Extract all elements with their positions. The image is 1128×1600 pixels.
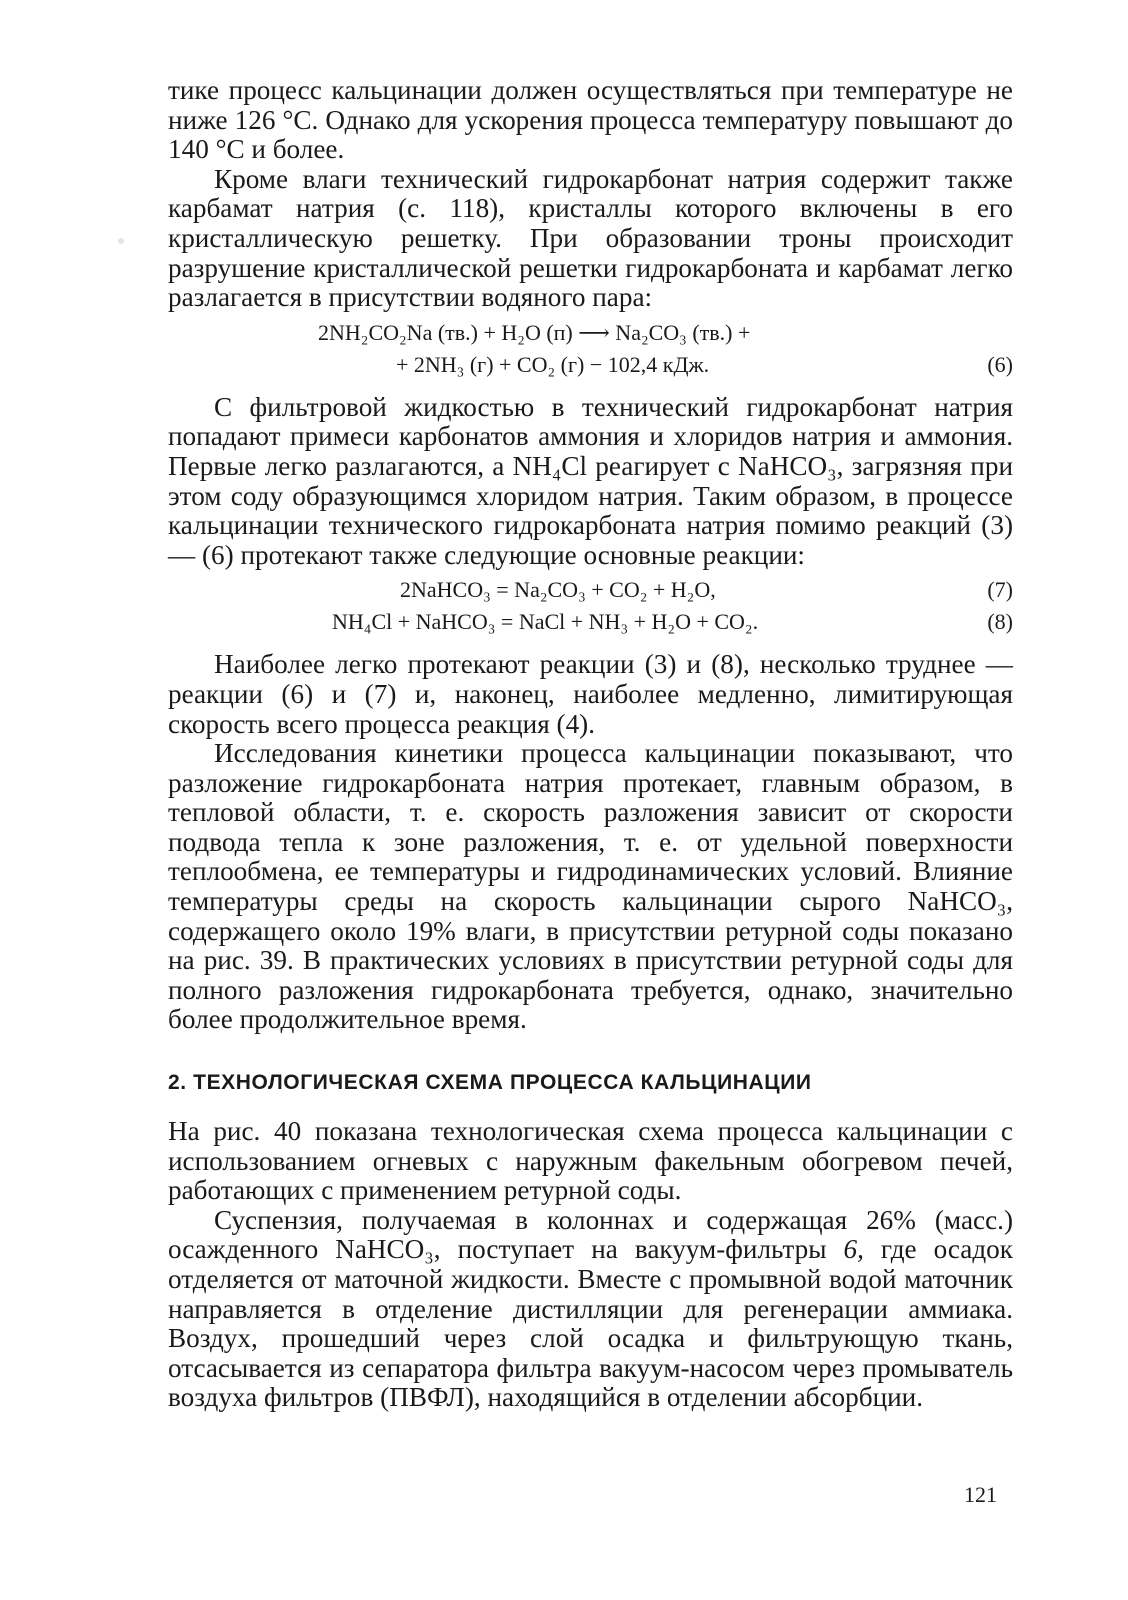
equation-6-number: (6) (987, 351, 1013, 377)
equation-6-line-1 (168, 317, 1013, 349)
paragraph-7 (168, 1206, 1013, 1413)
equation-8-number: (8) (987, 609, 1013, 635)
equation-6-text-2: + 2NH₃ (г) + CO₂ (г) − 102,4 кДж. (396, 351, 710, 377)
paragraph-2: Кроме влаги технический гидрокарбонат натрия содержит также карбамат натрия (с. 118), кристаллы которого включены в его кристаллическую решетку. При образовании троны происходит разрушение кристаллической решетки гидрокарбоната и карбамат легко разлагается в присутствии водяного пара: (168, 163, 1013, 313)
equation-8-text: NH₄Cl + NaHCO₃ = NaCl + NH₃ + H₂O + CO₂. (332, 609, 759, 635)
scan-speck (118, 238, 124, 244)
equation-6-line-2 (168, 349, 1013, 385)
equation-8 (168, 606, 1013, 642)
paragraph-7-part-1: Суспензия, получаемая в колоннах и содержащая 26% (масс.) осажденного NaHCO₃, поступает на вакуум-фильтры (168, 1204, 1013, 1265)
equation-7-number: (7) (987, 577, 1013, 603)
paragraph-7-part-2: где осадок отделяется от маточной жидкости. Вместе с промывной водой маточник направляется в отделение дистилляции для регенерации аммиака. Воздух, прошедший через слой осадка и фильтрующую ткань, отсасывается из сепаратора фильтра вакуум-насосом через промыватель воздуха фильтров (ПВФЛ), находящийся в отделении абсорбции. (168, 1234, 1013, 1413)
equation-7 (168, 574, 1013, 606)
section-heading: 2. ТЕХНОЛОГИЧЕСКАЯ СХЕМА ПРОЦЕССА КАЛЬЦИНАЦИИ (168, 1071, 812, 1095)
paragraph-4: Наиболее легко протекают реакции (3) и (8), несколько труднее — реакции (6) и (7) и, наконец, наиболее медленно, лимитирующая скорость всего процесса реакция (4). (168, 649, 1013, 739)
equation-7-text: 2NaHCO₃ = Na₂CO₃ + CO₂ + H₂O, (400, 577, 716, 603)
paragraph-3: С фильтровой жидкостью в технический гидрокарбонат натрия попадают примеси карбонатов аммония и хлоридов натрия и аммония. Первые легко разлагаются, а NH₄Cl реагирует с NaHCO₃, загрязняя при этом соду образующимся хлоридом натрия. Таким образом, в процессе кальцинации технического гидрокарбоната натрия помимо реакций (3) — (6) протекают также следующие основные реакции: (168, 391, 1013, 570)
paragraph-6: На рис. 40 показана технологическая схема процесса кальцинации с использованием огневых с наружным факельным обогревом печей, работающих с применением ретурной соды. (168, 1116, 1013, 1206)
paragraph-5: Исследования кинетики процесса кальцинации показывают, что разложение гидрокарбоната натрия протекает, главным образом, в тепловой области, т. е. скорость разложения зависит от скорости подвода тепла к зоне разложения, т. е. от удельной поверхности теплообмена, ее температуры и гидродинамических условий. Влияние температуры среды на скорость кальцинации сырого NaHCO₃, содержащего около 19% влаги, в присутствии ретурной соды показано на рис. 39. В практических условиях в присутствии ретурной соды для полного разложения гидрокарбоната требуется, однако, значительно более продолжительное время. (168, 738, 1013, 1035)
page-body (168, 76, 1013, 1413)
page-number: 121 (964, 1482, 997, 1507)
equation-6-text-1: 2NH₂CO₂Na (тв.) + H₂O (п) ⟶ Na₂CO₃ (тв.) + (318, 319, 751, 345)
figure-reference: 6, (843, 1234, 864, 1265)
paragraph-1: тике процесс кальцинации должен осуществляться при температуре не ниже 126 °C. Однако для ускорения процесса температуру повышают до 140 °C и более. (168, 75, 1013, 165)
